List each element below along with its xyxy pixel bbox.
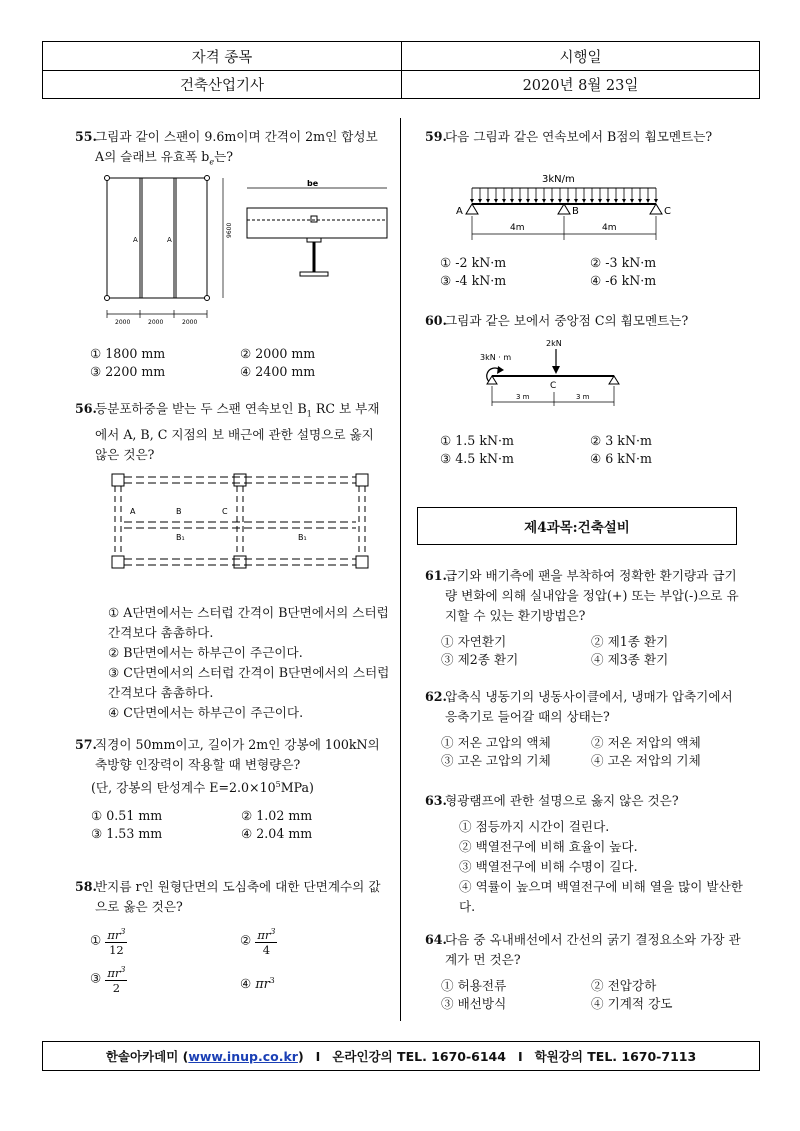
q60-moment-label: 3kN · m xyxy=(480,353,512,362)
q59-load-arrowhead xyxy=(590,199,594,203)
q59-load-arrowhead xyxy=(622,199,626,203)
q55-label-a1: A xyxy=(133,236,138,244)
q55-spacing-1: 2000 xyxy=(115,319,131,326)
footer: 한솔아카데미 ( www.inup.co.kr ) I 온라인강의 TEL. 1670-6144 I 학원강의 TEL. 1670-7113 xyxy=(42,1041,760,1071)
q59-load-arrowhead xyxy=(606,199,610,203)
question-59-options xyxy=(440,253,740,293)
q56-label-b1-left: B₁ xyxy=(176,533,185,542)
q55-span-label: 9600 xyxy=(226,222,233,238)
q59-load-arrowhead xyxy=(566,199,570,203)
q60-option-1[interactable]: ① 1.5 kN·m xyxy=(440,433,514,448)
q59-option-4[interactable]: ④ -6 kN·m xyxy=(590,273,657,288)
q59-load-arrowhead xyxy=(598,199,602,203)
question-58-text: 58. 반지름 r인 원형단면의 도심축에 대한 단면계수의 값으로 옳은 것은? xyxy=(75,879,381,914)
q60-option-2[interactable]: ② 3 kN·m xyxy=(590,433,652,448)
q59-span-1: 4m xyxy=(510,223,525,233)
q55-option-3[interactable]: ③ 2200 mm xyxy=(90,364,166,379)
q58-option-1[interactable]: ① $\frac{\pi r^3}{12}$ xyxy=(90,927,126,957)
question-60-text: 60. 그림과 같은 보에서 중앙점 C의 휨모멘트는? xyxy=(425,313,689,328)
footer-offline-phone: 학원강의 TEL. 1670-7113 xyxy=(534,1049,697,1064)
footer-separator-2: I xyxy=(517,1048,523,1064)
q59-load-arrowhead xyxy=(654,199,658,203)
q55-option-2[interactable]: ② 2000 mm xyxy=(240,346,316,361)
q59-load-arrowhead xyxy=(542,199,546,203)
q59-load-arrowhead xyxy=(526,199,530,203)
q55-option-4[interactable]: ④ 2400 mm xyxy=(240,364,316,379)
column-divider xyxy=(400,118,401,1021)
question-62 xyxy=(425,687,745,773)
q59-label-c: C xyxy=(664,206,671,217)
q59-load-arrowhead xyxy=(630,199,634,203)
header-date-label: 시행일 xyxy=(559,49,602,66)
q60-option-4[interactable]: ④ 6 kN·m xyxy=(590,451,652,466)
q56-figure xyxy=(108,470,378,575)
q63-option-4[interactable]: ④ 역률이 높으며 백열전구에 비해 열을 많이 발산한다. xyxy=(459,879,743,914)
question-58 xyxy=(75,877,385,917)
footer-org: 한솔아카데미 ( xyxy=(105,1049,189,1064)
q56-label-b: B xyxy=(176,507,182,516)
q61-option-1[interactable]: ① 자연환기 xyxy=(441,634,507,649)
q64-option-1[interactable]: ① 허용전류 xyxy=(441,978,507,993)
q59-span-2: 4m xyxy=(602,223,617,233)
q61-option-2[interactable]: ② 제1종 환기 xyxy=(591,634,669,649)
q59-load-arrowhead xyxy=(558,199,562,203)
q58-option-2[interactable]: ② $\frac{\pi r^3}{4}$ xyxy=(240,927,276,957)
question-59 xyxy=(425,127,745,147)
question-61 xyxy=(425,566,745,672)
q59-option-1[interactable]: ① -2 kN·m xyxy=(440,255,507,270)
question-58-options xyxy=(90,925,390,1000)
q63-option-2[interactable]: ② 백열전구에 비해 효율이 높다. xyxy=(459,839,638,854)
question-56-options xyxy=(90,603,390,723)
q56-label-c: C xyxy=(222,507,228,516)
q61-option-3[interactable]: ③ 제2종 환기 xyxy=(441,652,519,667)
q57-option-3[interactable]: ③ 1.53 mm xyxy=(91,826,163,842)
q62-option-1[interactable]: ① 저온 고압의 액체 xyxy=(441,735,551,750)
q58-option-4[interactable]: ④ $\pi r^3$ xyxy=(240,976,275,992)
q60-span-2: 3 m xyxy=(576,393,590,401)
q55-spacing-2: 2000 xyxy=(148,319,164,326)
q60-span-1: 3 m xyxy=(516,393,530,401)
q63-option-1[interactable]: ① 점등까지 시간이 걸린다. xyxy=(459,819,610,834)
section-title: 제4과목:건축설비 xyxy=(417,507,737,545)
q55-figure xyxy=(95,172,395,332)
q55-spacing-3: 2000 xyxy=(182,319,198,326)
q59-load-arrowhead xyxy=(502,199,506,203)
q56-option-1[interactable]: ① A단면에서는 스터럽 간격이 B단면에서의 스터럽 간격보다 촘촘하다. xyxy=(108,605,389,640)
q63-option-3[interactable]: ③ 백열전구에 비해 수명이 길다. xyxy=(459,859,638,874)
q62-option-2[interactable]: ② 저온 저압의 액체 xyxy=(591,735,701,750)
question-57-text: 57. 직경이 50mm이고, 길이가 2m인 강봉에 100kN의 축방향 인장력이 작용할 때 변형량은? xyxy=(75,737,380,772)
q59-load-arrows xyxy=(470,188,658,203)
q59-load-arrowhead xyxy=(582,199,586,203)
q60-label-c: C xyxy=(550,381,557,391)
q59-load-arrowhead xyxy=(550,199,554,203)
question-56-text: 56. 등분포하중을 받는 두 스팬 연속보인 $B_1$ RC 보 부재에서 A, B, C 지점의 보 배근에 관한 설명으로 옳지 않은 것은? xyxy=(75,401,380,462)
q56-label-a: A xyxy=(130,507,136,516)
q59-label-b: B xyxy=(572,206,579,217)
q56-option-3[interactable]: ③ C단면에서의 스터럽 간격이 B단면에서의 스터럽 간격보다 촘촘하다. xyxy=(108,665,390,700)
q59-label-a: A xyxy=(456,206,463,217)
q59-load-arrowhead xyxy=(510,199,514,203)
q56-label-b1-right: B₁ xyxy=(298,533,307,542)
question-63 xyxy=(425,791,745,917)
q57-option-4[interactable]: ④ 2.04 mm xyxy=(241,826,313,842)
q59-load-arrowhead xyxy=(574,199,578,203)
q55-be-label: be xyxy=(307,179,319,188)
question-63-text: 63. 형광램프에 관한 설명으로 옳지 않은 것은? xyxy=(425,793,679,808)
q61-option-4[interactable]: ④ 제3종 환기 xyxy=(591,652,669,667)
q60-figure xyxy=(476,336,636,411)
q59-load-arrowhead xyxy=(518,199,522,203)
question-60 xyxy=(425,311,745,331)
footer-separator-1: I xyxy=(315,1048,321,1064)
q59-load-label: 3kN/m xyxy=(542,174,575,185)
q56-option-2[interactable]: ② B단면에서는 하부근이 주근이다. xyxy=(108,645,303,660)
q60-force-label: 2kN xyxy=(546,339,562,348)
q57-option-1[interactable]: ① 0.51 mm xyxy=(91,808,163,824)
question-55 xyxy=(75,127,385,173)
q59-load-arrowhead xyxy=(470,199,474,203)
q59-load-arrowhead xyxy=(534,199,538,203)
q62-option-4[interactable]: ④ 고온 저압의 기체 xyxy=(591,753,701,768)
q57-option-2[interactable]: ② 1.02 mm xyxy=(241,808,313,824)
question-64 xyxy=(425,930,745,1016)
q59-load-arrowhead xyxy=(646,199,650,203)
q55-label-a2: A xyxy=(167,236,172,244)
q59-load-arrowhead xyxy=(478,199,482,203)
q62-option-3[interactable]: ③ 고온 고압의 기체 xyxy=(441,753,551,768)
q59-load-arrowhead xyxy=(494,199,498,203)
question-60-options xyxy=(440,431,740,471)
q59-figure xyxy=(452,170,682,245)
q59-option-3[interactable]: ③ -4 kN·m xyxy=(440,273,507,288)
header-date-value: 2020년 8월 23일 xyxy=(522,77,639,94)
question-56 xyxy=(75,399,385,465)
question-55-options xyxy=(90,344,390,384)
footer-online-phone: 온라인강의 TEL. 1670-6144 xyxy=(332,1049,506,1064)
q55-option-1[interactable]: ① 1800 mm xyxy=(90,346,166,361)
question-61-text: 61. 급기와 배기측에 팬을 부착하여 정확한 환기량과 급기량 변화에 의해 실내압을 정압(+) 또는 부압(-)으로 유지할 수 있는 환기방법은? xyxy=(425,568,739,623)
question-62-text: 62. 압축식 냉동기의 냉동사이클에서, 냉매가 압축기에서 응축기로 들어갈 때의 상태는? xyxy=(425,689,733,724)
header-row-values xyxy=(43,70,759,98)
q64-option-4[interactable]: ④ 기계적 강도 xyxy=(591,996,673,1011)
q59-load-arrowhead xyxy=(614,199,618,203)
q60-option-3[interactable]: ③ 4.5 kN·m xyxy=(440,451,514,466)
question-57 xyxy=(75,735,385,846)
q59-load-arrowhead xyxy=(638,199,642,203)
q64-option-2[interactable]: ② 전압강하 xyxy=(591,978,657,993)
header-row-labels xyxy=(43,42,759,71)
q56-option-4[interactable]: ④ C단면에서는 하부근이 주근이다. xyxy=(108,705,304,720)
question-59-text: 59. 다음 그림과 같은 연속보에서 B점의 휨모멘트는? xyxy=(425,129,713,144)
q59-load-arrowhead xyxy=(486,199,490,203)
question-55-text: 55. 그림과 같이 스팬이 9.6m이며 간격이 2m인 합성보 A의 슬래브 유효폭 $b_e$는? xyxy=(75,129,378,167)
footer-url-link[interactable]: www.inup.co.kr xyxy=(188,1048,298,1064)
header-subject-value: 건축산업기사 xyxy=(43,70,402,98)
header-table xyxy=(42,41,760,99)
header-subject-label: 자격 종목 xyxy=(43,42,402,70)
q58-option-3[interactable]: ③ $\frac{\pi r^3}{2}$ xyxy=(90,965,126,995)
question-64-text: 64. 다음 중 옥내배선에서 간선의 굵기 결정요소와 가장 관계가 먼 것은? xyxy=(425,932,741,967)
q64-option-3[interactable]: ③ 배선방식 xyxy=(441,996,507,1011)
question-57-note: (단, 강봉의 탄성계수 $E=2.0\times 10^5MPa$) xyxy=(91,780,314,796)
q59-option-2[interactable]: ② -3 kN·m xyxy=(590,255,657,270)
